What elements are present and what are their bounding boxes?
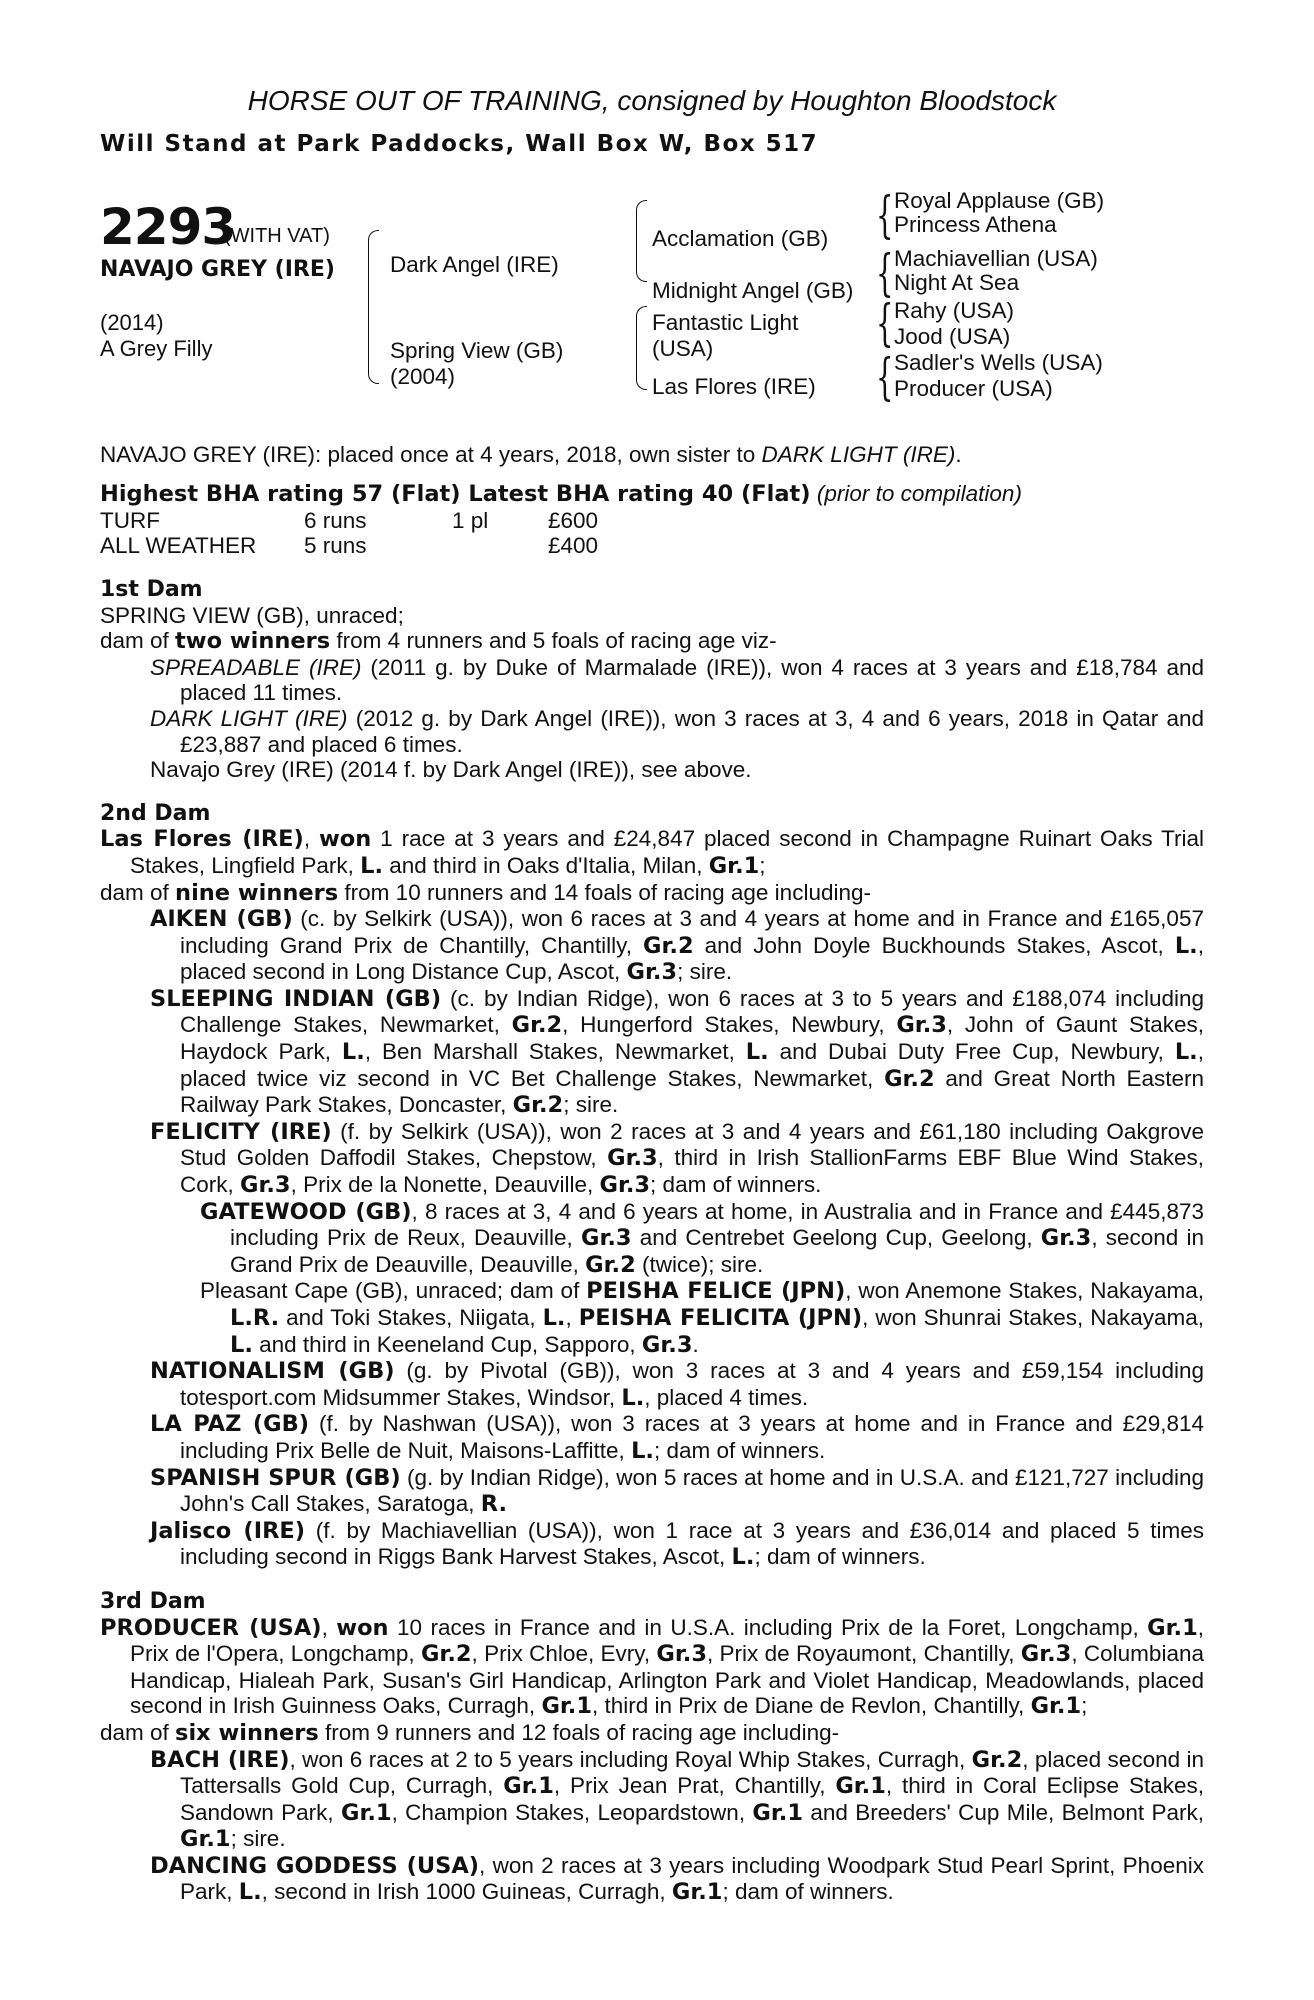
brace-4: { xyxy=(876,347,894,406)
dam-sire-line2: (USA) xyxy=(652,335,714,361)
all-weather-stats xyxy=(100,533,1204,559)
notes-sibling: DARK LIGHT (IRE) xyxy=(761,441,956,467)
horse-description: A Grey Filly xyxy=(100,335,213,361)
third-dam-record: PRODUCER (USA), won 10 races in France and in U.S.A. including Prix de la Foret, Longchamp, Gr.1, Prix de l'Opera, Longchamp, Gr.2, Prix Chloe, Evry, Gr.3, Prix de Royaumont, Chantilly, Gr.3, Columbiana Handicap, Hialeah Park, Susan's Girl Handicap, Arlington Park and Violet Handicap, Meadowlands, placed second in Irish Guinness Oaks, Curragh, Gr.1, third in Prix de Diane de Revlon, Chantilly, Gr.1; xyxy=(100,1614,1204,1720)
catalogue-page xyxy=(100,84,1204,1906)
notes-text: NAVAJO GREY (IRE): placed once at 4 years, 2018, own sister to xyxy=(100,441,762,467)
produce-entry: Navajo Grey (IRE) (2014 f. by Dark Angel (IRE)), see above. xyxy=(150,757,752,783)
first-dam-line: SPRING VIEW (GB), unraced; xyxy=(100,602,404,628)
turf-money: £600 xyxy=(548,507,599,533)
second-dam-record: Las Flores (IRE), won 1 race at 3 years and £24,847 placed second in Champagne Ruinart Oaks Trial Stakes, Lingfield Park, L. and third in Oaks d'Italia, Milan, Gr.1; xyxy=(100,826,1204,879)
first-dam-section xyxy=(100,577,1204,783)
third-dam-title: 3rd Dam xyxy=(100,1588,206,1614)
brace-2: { xyxy=(876,243,894,302)
race-notes xyxy=(100,442,1204,468)
produce-entry: SLEEPING INDIAN (GB) (c. by Indian Ridge), won 6 races at 3 to 5 years and £188,074 including Challenge Stakes, Newmarket, Gr.2, Hungerford Stakes, Newbury, Gr.3, John of Gaunt Stakes, Haydock Park, L., Ben Marshall Stakes, Newmarket, L. and Dubai Duty Free Cup, Newbury, L., placed twice viz second in VC Bet Challenge Stakes, Newmarket, Gr.2 and Great North Eastern Railway Park Stakes, Doncaster, Gr.2; sire. xyxy=(150,985,1204,1119)
dam-dam: Las Flores (IRE) xyxy=(652,373,816,399)
horse-name: NAVAJO GREY (IRE) xyxy=(100,256,335,282)
produce-entry: LA PAZ (GB) (f. by Nashwan (USA)), won 3 races at 3 years at home and in France and £29,814 including Prix Belle de Nuit, Maisons-Laffitte, L.; dam of winners. xyxy=(150,1411,1204,1464)
aw-runs: 5 runs xyxy=(304,533,367,559)
turf-stats xyxy=(100,508,1204,534)
produce-entry: NATIONALISM (GB) (g. by Pivotal (GB)), won 3 races at 3 and 4 years and £59,154 including totesport.com Midsummer Stakes, Windsor, L., placed 4 times. xyxy=(150,1358,1204,1411)
aw-label: ALL WEATHER xyxy=(100,533,257,559)
vat-note: (WITH VAT) xyxy=(224,224,330,247)
pedigree-block xyxy=(100,185,1204,420)
pedigree-sds: Machiavellian (USA) xyxy=(894,245,1098,271)
stand-location: Will Stand at Park Paddocks, Wall Box W, Box 517 xyxy=(100,131,819,157)
pedigree-dsd: Jood (USA) xyxy=(894,323,1011,349)
dam: Spring View (GB) xyxy=(390,337,564,363)
pedigree-dds: Sadler's Wells (USA) xyxy=(894,349,1103,375)
first-dam-produce: dam of two winners from 4 runners and 5 foals of racing age viz- xyxy=(100,628,777,655)
pedigree-ssd: Princess Athena xyxy=(894,211,1057,237)
foaling-year: (2014) xyxy=(100,309,164,335)
produce-entry: SPANISH SPUR (GB) (g. by Indian Ridge), won 5 races at home and in U.S.A. and £121,727 including John's Call Stakes, Saratoga, R. xyxy=(150,1464,1204,1518)
produce-entry: Pleasant Cape (GB), unraced; dam of PEISHA FELICE (JPN), won Anemone Stakes, Nakayama, L.R. and Toki Stakes, Niigata, L., PEISHA FELICITA (JPN), won Shunrai Stakes, Nakayama, L. and third in Keeneland Cup, Sapporo, Gr.3. xyxy=(200,1278,1205,1358)
sire: Dark Angel (IRE) xyxy=(390,251,559,277)
dam-year: (2004) xyxy=(390,363,456,389)
notes-end: . xyxy=(955,441,962,467)
dam-brace xyxy=(636,306,647,390)
pedigree-sdd: Night At Sea xyxy=(894,269,1020,295)
first-dam-title: 1st Dam xyxy=(100,576,203,602)
pedigree-ddd: Producer (USA) xyxy=(894,375,1053,401)
produce-entry: BACH (IRE), won 6 races at 2 to 5 years including Royal Whip Stakes, Curragh, Gr.2, placed second in Tattersalls Gold Cup, Curragh, Gr.1, Prix Jean Prat, Chantilly, Gr.1, third in Coral Eclipse Stakes, Sandown Park, Gr.1, Champion Stakes, Leopardstown, Gr.1 and Breeders' Cup Mile, Belmont Park, Gr.1; sire. xyxy=(150,1746,1205,1853)
ratings-text: Highest BHA rating 57 (Flat) Latest BHA rating 40 (Flat) xyxy=(100,481,811,508)
turf-runs: 6 runs xyxy=(304,507,367,533)
produce-entry: AIKEN (GB) (c. by Selkirk (USA)), won 6 races at 3 and 4 years at home and in France and £165,057 including Grand Prix de Chantilly, Chantilly, Gr.2 and John Doyle Buckhounds Stakes, Ascot, L., placed second in Long Distance Cup, Ascot, Gr.3; sire. xyxy=(150,906,1204,986)
second-dam-section xyxy=(100,801,1204,1571)
produce-entry: DANCING GODDESS (USA), won 2 races at 3 years including Woodpark Stud Pearl Sprint, Phoenix Park, L., second in Irish 1000 Guineas, Curragh, Gr.1; dam of winners. xyxy=(150,1852,1204,1906)
brace-3: { xyxy=(876,293,894,352)
turf-label: TURF xyxy=(100,507,160,533)
third-dam-produce: dam of six winners from 9 runners and 12 foals of racing age including- xyxy=(100,1719,840,1746)
dam-sire-line1: Fantastic Light xyxy=(652,309,799,335)
pedigree-brace xyxy=(368,230,379,384)
ratings-note: (prior to compilation) xyxy=(816,481,1022,507)
page-header: HORSE OUT OF TRAINING, consigned by Houghton Bloodstock xyxy=(247,85,1057,116)
second-dam-produce: dam of nine winners from 10 runners and 14 foals of racing age including- xyxy=(100,879,871,906)
produce-entry: SPREADABLE (IRE) (2011 g. by Duke of Marmalade (IRE)), won 4 races at 3 years and £18,784 and placed 11 times. xyxy=(150,654,1204,706)
sire-brace xyxy=(636,200,647,282)
produce-entry: DARK LIGHT (IRE) (2012 g. by Dark Angel (IRE)), won 3 races at 3, 4 and 6 years, 2018 in Qatar and £23,887 and placed 6 times. xyxy=(150,705,1204,757)
brace-1: { xyxy=(876,185,894,244)
second-dam-title: 2nd Dam xyxy=(100,800,211,826)
produce-entry: Jalisco (IRE) (f. by Machiavellian (USA)), won 1 race at 3 years and £36,014 and placed 5 times including second in Riggs Bank Harvest Stakes, Ascot, L.; dam of winners. xyxy=(150,1517,1204,1571)
sire-sire: Acclamation (GB) xyxy=(652,225,829,251)
lot-number: 2293 xyxy=(100,197,236,256)
produce-entry: GATEWOOD (GB), 8 races at 3, 4 and 6 years at home, in Australia and in France and £445,873 including Prix de Reux, Deauville, Gr.3 and Centrebet Geelong Cup, Geelong, Gr.3, second in Grand Prix de Deauville, Deauville, Gr.2 (twice); sire. xyxy=(200,1198,1204,1278)
turf-places: 1 pl xyxy=(452,507,489,533)
third-dam-section xyxy=(100,1589,1204,1906)
aw-money: £400 xyxy=(548,533,599,559)
sire-dam: Midnight Angel (GB) xyxy=(652,277,854,303)
bha-ratings xyxy=(100,481,1204,508)
pedigree-dss: Rahy (USA) xyxy=(894,297,1015,323)
pedigree-sss: Royal Applause (GB) xyxy=(894,187,1105,213)
produce-entry: FELICITY (IRE) (f. by Selkirk (USA)), won 2 races at 3 and 4 years and £61,180 including Oakgrove Stud Golden Daffodil Stakes, Chepstow, Gr.3, third in Irish StallionFarms EBF Blue Wind Stakes, Cork, Gr.3, Prix de la Nonette, Deauville, Gr.3; dam of winners. xyxy=(150,1118,1204,1199)
